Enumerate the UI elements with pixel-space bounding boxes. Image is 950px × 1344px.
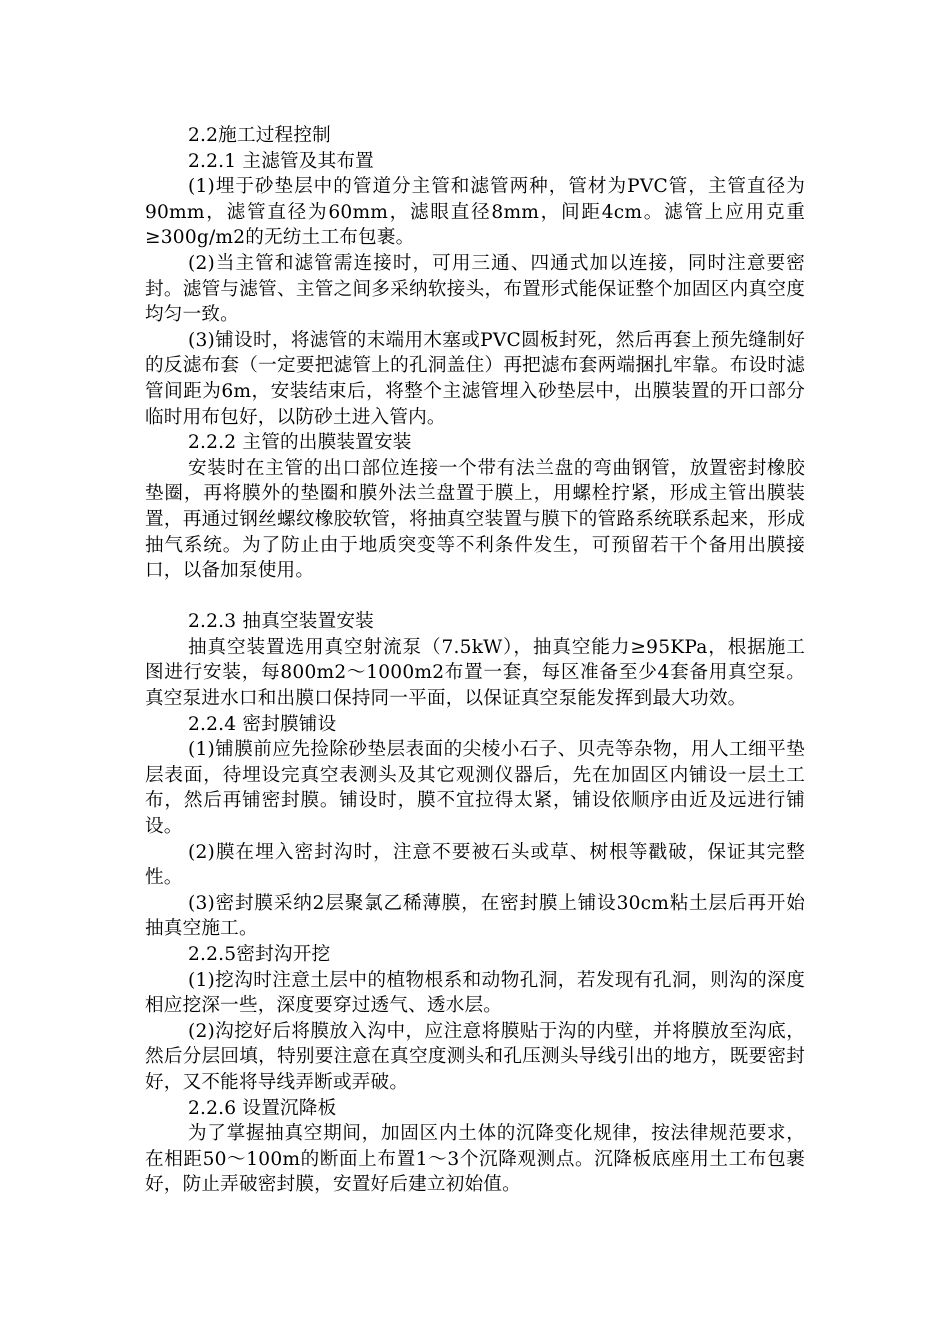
section-heading-2-2-3: 2.2.3 抽真空装置安装 <box>188 611 374 633</box>
paragraph: (2)膜在埋入密封沟时，注意不要被石头或草、树根等戳破，保证其完整性。 <box>145 841 805 889</box>
section-heading-2-2: 2.2施工过程控制 <box>188 125 331 146</box>
section-heading-2-2-4: 2.2.4 密封膜铺设 <box>188 713 337 735</box>
paragraph: (1)埋于砂垫层中的管道分主管和滤管两种，管材为PVC管，主管直径为90mm，滤管直径为60mm，滤眼直径8mm，间距4cm。滤管上应用克重≥300g/m2的无纺土工布包裹。 <box>145 176 805 249</box>
paragraph: 安装时在主管的出口部位连接一个带有法兰盘的弯曲钢管，放置密封橡胶垫圈，再将膜外的垫圈和膜外法兰盘置于膜上，用螺栓拧紧，形成主管出膜装置，再通过钢丝螺纹橡胶软管，将抽真空装置与膜下的管路系统联系起来，形成抽气系统。为了防止由于地质突变等不利条件发生，可预留若干个备用出膜接口，以备加泵使用。 <box>145 457 805 582</box>
paragraph: (3)密封膜采纳2层聚氯乙稀薄膜，在密封膜上铺设30cm粘土层后再开始抽真空施工。 <box>145 892 805 940</box>
section-heading-2-2-1: 2.2.1 主滤管及其布置 <box>188 150 374 172</box>
section-heading-2-2-2: 2.2.2 主管的出膜装置安装 <box>188 432 412 454</box>
paragraph: 为了掌握抽真空期间，加固区内土体的沉降变化规律，按法律规范要求，在相距50～100m的断面上布置1～3个沉降观测点。沉降板底座用土工布包裹好，防止弄破密封膜，安置好后建立初始值。 <box>145 1123 805 1196</box>
document-body <box>145 123 805 1198</box>
paragraph: 抽真空装置选用真空射流泵（7.5kW），抽真空能力≥95KPa，根据施工图进行安装，每800m2～1000m2布置一套，每区准备至少4套备用真空泵。真空泵进水口和出膜口保持同一平面，以保证真空泵能发挥到最大功效。 <box>145 636 805 710</box>
paragraph: (3)铺设时，将滤管的末端用木塞或PVC圆板封死，然后再套上预先缝制好的反滤布套（一定要把滤管上的孔洞盖住）再把滤布套两端捆扎牢靠。布设时滤管间距为6m，安装结束后，将整个主滤管埋入砂垫层中，出膜装置的开口部分临时用布包好，以防砂土进入管内。 <box>145 329 805 428</box>
blank-line <box>145 584 805 610</box>
paragraph: (1)挖沟时注意土层中的植物根系和动物孔洞，若发现有孔洞，则沟的深度相应挖深一些，深度要穿过透气、透水层。 <box>145 969 805 1017</box>
paragraph: (1)铺膜前应先捡除砂垫层表面的尖棱小石子、贝壳等杂物，用人工细平垫层表面，待埋设完真空表测头及其它观测仪器后，先在加固区内铺设一层土工布，然后再铺密封膜。铺设时，膜不宜拉得太紧，铺设依顺序由近及远进行铺设。 <box>145 739 805 838</box>
section-heading-2-2-5: 2.2.5密封沟开挖 <box>188 944 331 965</box>
paragraph: (2)当主管和滤管需连接时，可用三通、四通式加以连接，同时注意要密封。滤管与滤管、主管之间多采纳软接头，布置形式能保证整个加固区内真空度均匀一致。 <box>145 252 805 326</box>
section-heading-2-2-6: 2.2.6 设置沉降板 <box>188 1097 337 1119</box>
paragraph: (2)沟挖好后将膜放入沟中，应注意将膜贴于沟的内壁，并将膜放至沟底，然后分层回填，特别要注意在真空度测头和孔压测头导线引出的地方，既要密封好，又不能将导线弄断或弄破。 <box>145 1020 805 1093</box>
